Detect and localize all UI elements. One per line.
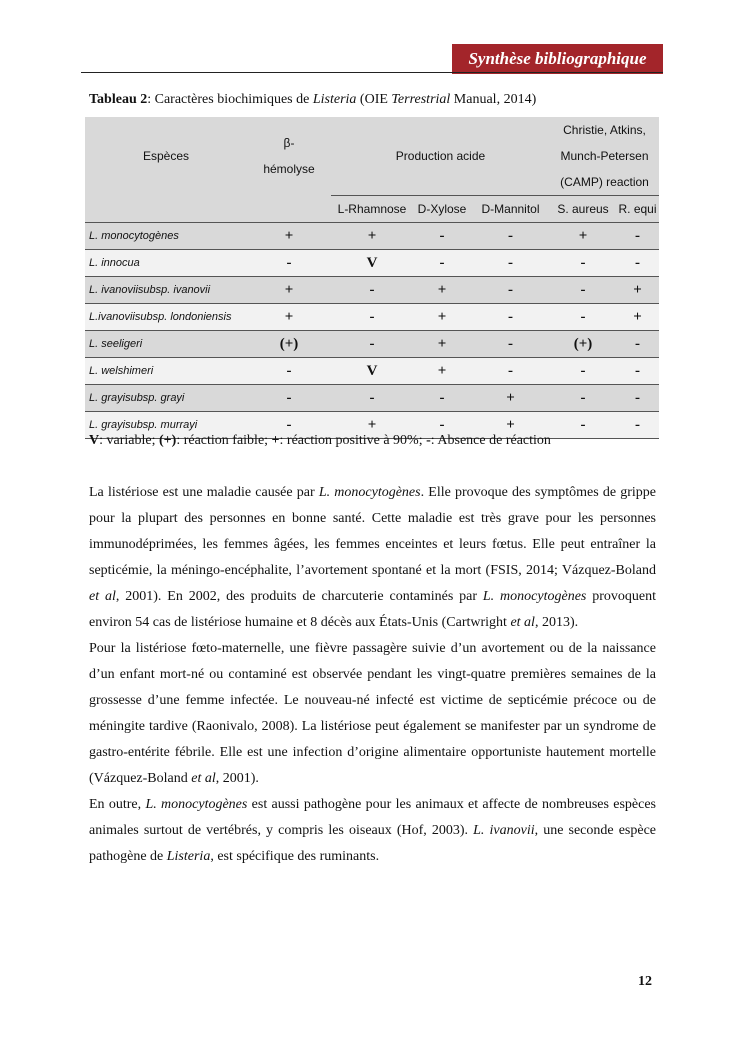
legend-weak-text: : réaction faible;	[176, 433, 272, 448]
xylose-cell: +	[413, 277, 471, 304]
table-row	[85, 385, 659, 412]
text-run: En outre,	[89, 797, 146, 812]
text-run: , est spécifique des ruminants.	[210, 849, 380, 864]
rhamnose-cell: +	[331, 412, 413, 439]
section-header-badge: Synthèse bibliographique	[452, 44, 663, 74]
header-camp-line2: Munch-Petersen	[560, 149, 649, 163]
xylose-cell: +	[413, 331, 471, 358]
header-rule	[81, 72, 663, 73]
hemolysis-cell: (+)	[247, 331, 331, 358]
species-cell: L. innocua	[85, 250, 247, 277]
hemolysis-cell: +	[247, 277, 331, 304]
citation-etal: et al	[89, 589, 116, 604]
subheader-saureus: S. aureus	[550, 196, 616, 223]
hemolysis-cell: +	[247, 223, 331, 250]
legend-v: V	[89, 433, 100, 448]
species-cell: L. seeligeri	[85, 331, 247, 358]
mannitol-cell: +	[471, 385, 550, 412]
table-row	[85, 358, 659, 385]
requi-cell: -	[616, 412, 659, 439]
citation-etal: et al	[191, 771, 216, 786]
subheader-empty	[85, 196, 247, 223]
caption-genus: Listeria	[312, 92, 357, 107]
table-row	[85, 277, 659, 304]
rhamnose-cell: -	[331, 331, 413, 358]
xylose-cell: -	[413, 412, 471, 439]
requi-cell: +	[616, 304, 659, 331]
table-row	[85, 223, 659, 250]
saureus-cell: (+)	[550, 331, 616, 358]
mannitol-cell: -	[471, 223, 550, 250]
species-cell: L.ivanoviisubsp. londoniensis	[85, 304, 247, 331]
species-name: L. monocytogènes	[318, 485, 421, 500]
text-run: Pour la listériose fœto-maternelle, une fièvre passagère suivie d’un avortement ou de la naissance d’un enfant mort-né ou contaminé est observée pendant les vingt-quatre premières semaines de la grossesse d’une femme infectée. Le nouveau-né infecté est victime de septicémie précoce ou de méningite tardive (Raonivalo, 2008). La listériose peut également se manifester par un syndrome de gastro-entérite fébrile. Elle est une infection d’origine alimentaire opportuniste hautement mortelle (Vázquez-Boland	[89, 641, 656, 786]
caption-terrestrial: Terrestrial	[391, 92, 451, 107]
subheader-mannitol: D-Mannitol	[471, 196, 550, 223]
header-hemolysis-line2: hémolyse	[263, 162, 315, 177]
subheader-xylose: D-Xylose	[413, 196, 471, 223]
header-camp	[550, 117, 659, 195]
saureus-cell: -	[550, 277, 616, 304]
table-row	[85, 250, 659, 277]
saureus-cell: +	[550, 223, 616, 250]
species-name: L. monocytogènes	[145, 797, 248, 812]
requi-cell: +	[616, 277, 659, 304]
rhamnose-cell: V	[331, 358, 413, 385]
saureus-cell: -	[550, 358, 616, 385]
citation-etal: et al	[510, 615, 535, 630]
caption-text-mid: (OIE	[356, 92, 392, 107]
saureus-cell: -	[550, 250, 616, 277]
species-cell: L. welshimeri	[85, 358, 247, 385]
hemolysis-cell: -	[247, 358, 331, 385]
paragraph-3	[89, 792, 656, 870]
legend-v-text: : variable;	[99, 433, 159, 448]
hemolysis-cell: -	[247, 250, 331, 277]
hemolysis-cell: -	[247, 412, 331, 439]
legend-neg-text: : Absence de réaction	[430, 433, 551, 448]
saureus-cell: -	[550, 385, 616, 412]
page-number: 12	[638, 974, 652, 989]
paragraph-1	[89, 480, 656, 636]
table-legend	[89, 433, 551, 449]
species-name: L. ivanovii	[473, 823, 535, 838]
caption-text: : Caractères biochimiques de	[147, 92, 313, 107]
header-species: Espèces	[85, 117, 247, 196]
requi-cell: -	[616, 331, 659, 358]
xylose-cell: -	[413, 250, 471, 277]
text-run: , 2001).	[215, 771, 259, 786]
xylose-cell: +	[413, 304, 471, 331]
header-camp-line3: (CAMP) reaction	[560, 175, 649, 189]
xylose-cell: +	[413, 358, 471, 385]
text-run: La listériose est une maladie causée par	[89, 485, 319, 500]
requi-cell: -	[616, 250, 659, 277]
table-label: Tableau 2	[89, 92, 148, 107]
text-run: provoquent environ 54 cas de listériose humaine et 8 décès aux États-Unis (Cartwright	[89, 589, 656, 630]
table-caption	[89, 92, 536, 108]
legend-pos-text: : réaction positive à 90%;	[279, 433, 427, 448]
species-name: L. monocytogènes	[482, 589, 587, 604]
body-text	[89, 480, 656, 870]
text-run: . Elle provoque des symptômes de grippe pour la plupart des personnes en bonne santé. Cette maladie est très grave pour les personnes immunodéprimées, les femmes âgées, les femmes enceintes et leurs fœtus. Elle peut entraîner la septicémie, la méningo-encéphalite, l’avortement spontané et la mort (FSIS, 2014; Vázquez-Boland	[89, 485, 657, 578]
legend-pos: +	[271, 433, 280, 448]
hemolysis-cell: +	[247, 304, 331, 331]
mannitol-cell: -	[471, 304, 550, 331]
requi-cell: -	[616, 385, 659, 412]
hemolysis-cell: -	[247, 385, 331, 412]
subheader-requi: R. equi	[616, 196, 659, 223]
genus-name: Listeria	[166, 849, 211, 864]
biochemical-table	[85, 117, 659, 439]
requi-cell: -	[616, 358, 659, 385]
text-run: , 2013).	[534, 615, 579, 630]
species-cell: L. ivanoviisubsp. ivanovii	[85, 277, 247, 304]
mannitol-cell: -	[471, 358, 550, 385]
header-camp-line1: Christie, Atkins,	[563, 123, 646, 137]
species-cell: L. grayisubsp. murrayi	[85, 412, 247, 439]
header-acid-production: Production acide	[331, 117, 550, 195]
species-cell: L. grayisubsp. grayi	[85, 385, 247, 412]
requi-cell: -	[616, 223, 659, 250]
rhamnose-cell: V	[331, 250, 413, 277]
header-hemolysis	[247, 117, 331, 196]
xylose-cell: -	[413, 223, 471, 250]
saureus-cell: -	[550, 304, 616, 331]
mannitol-cell: -	[471, 331, 550, 358]
table-row	[85, 304, 659, 331]
rhamnose-cell: -	[331, 385, 413, 412]
subheader-rhamnose: L-Rhamnose	[331, 196, 413, 223]
species-cell: L. monocytogènes	[85, 223, 247, 250]
rhamnose-cell: -	[331, 277, 413, 304]
text-run: , 2001). En 2002, des produits de charcuterie contaminés par	[115, 589, 483, 604]
mannitol-cell: -	[471, 277, 550, 304]
saureus-cell: -	[550, 412, 616, 439]
header-hemolysis-line1: β-	[283, 136, 295, 151]
mannitol-cell: +	[471, 412, 550, 439]
mannitol-cell: -	[471, 250, 550, 277]
legend-weak: (+)	[159, 433, 177, 448]
rhamnose-cell: -	[331, 304, 413, 331]
table-row	[85, 331, 659, 358]
paragraph-2	[89, 636, 656, 792]
subheader-empty	[247, 196, 331, 223]
legend-neg: -	[426, 433, 431, 448]
caption-text-end: Manual, 2014)	[450, 92, 537, 107]
text-run: est aussi pathogène pour les animaux et affecte de nombreuses espèces animales surtout de vertébrés, y compris les oiseaux (Hof, 2003).	[89, 797, 656, 838]
text-run: , une seconde espèce pathogène de	[89, 823, 656, 864]
rhamnose-cell: +	[331, 223, 413, 250]
xylose-cell: -	[413, 385, 471, 412]
